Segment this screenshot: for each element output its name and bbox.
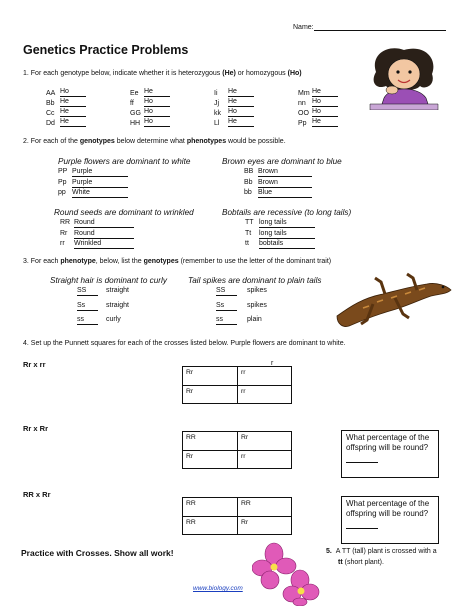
answer-line[interactable] (216, 287, 237, 296)
genotype-answer: ss (77, 316, 98, 325)
page-title: Genetics Practice Problems (23, 43, 189, 57)
q1-item (46, 108, 86, 117)
phenotype-answer: long tails (259, 219, 315, 228)
phenotype-answer: Purple (72, 179, 128, 188)
cross2-question-box[interactable] (341, 430, 439, 478)
phenotype-answer: Round (74, 219, 134, 228)
q1-item (214, 118, 254, 127)
q1-item (46, 118, 86, 127)
q1-item (130, 88, 170, 97)
bobtail-heading: Bobtails are recessive (to long tails) (222, 208, 352, 217)
cross3-question-box[interactable] (341, 496, 439, 544)
genotype-label: Bb (244, 178, 253, 186)
answer-blank[interactable]: Ho (228, 108, 254, 117)
q1-item (298, 108, 338, 117)
genotype-label: Ii (214, 90, 218, 97)
q5-text-cont: tt (short plant). (338, 559, 384, 566)
genotype-label: Pp (58, 178, 67, 186)
punnett-cell[interactable]: Rr (237, 516, 292, 535)
answer-line[interactable] (258, 168, 312, 177)
trait-label: spikes (247, 302, 267, 309)
trait-label: straight (106, 287, 129, 294)
answer-blank[interactable]: He (60, 118, 86, 127)
answer-blank[interactable]: Ho (312, 98, 338, 107)
footer-link[interactable]: www.biology.com (193, 585, 243, 592)
answer-blank[interactable]: He (228, 118, 254, 127)
genotype-label: OO (298, 110, 309, 117)
practice-heading: Practice with Crosses. Show all work! (21, 548, 174, 558)
answer-blank[interactable]: Ho (312, 108, 338, 117)
punnett-cell[interactable]: RR (182, 497, 238, 517)
genotype-label: Ee (130, 90, 139, 97)
q3-prompt: 3. For each phenotype, below, list the genotypes (remember to use the letter of the dominant trait) (23, 258, 332, 265)
genotype-label: kk (214, 110, 221, 117)
answer-blank[interactable]: Ho (144, 108, 170, 117)
phenotype-answer: Wrinkled (74, 240, 134, 249)
q1-item (214, 108, 254, 117)
genotype-label: Jj (214, 100, 220, 107)
answer-line[interactable] (77, 316, 98, 325)
q1-prompt: 1. For each genotype below, indicate whether it is heterozygous (He) or homozygous (Ho) (23, 70, 302, 77)
genotype-label: RR (60, 219, 71, 226)
trait-label: spikes (247, 287, 267, 294)
flower-illustration (252, 540, 322, 606)
trait-label: curly (106, 316, 121, 323)
genotype-label: PP (58, 168, 68, 175)
phenotype-answer: Round (74, 230, 134, 239)
answer-blank[interactable]: Ho (144, 118, 170, 127)
brown-heading: Brown eyes are dominant to blue (222, 157, 342, 166)
answer-line[interactable] (72, 168, 128, 177)
genotype-label: TT (245, 219, 254, 226)
q4-prompt: 4. Set up the Punnett squares for each of the crosses listed below. Purple flowers are dominant to white. (23, 340, 346, 347)
q1-item (130, 118, 170, 127)
q1-item (214, 88, 254, 97)
punnett-cell[interactable]: RR (237, 497, 292, 517)
answer-line[interactable] (259, 240, 315, 249)
answer-line[interactable] (72, 179, 128, 188)
q1-item (214, 98, 254, 107)
genotype-answer: SS (216, 287, 237, 296)
genotype-label: nn (298, 100, 306, 107)
answer-line[interactable] (216, 316, 237, 325)
punnett-cell[interactable]: rr (237, 450, 292, 469)
answer-line[interactable] (72, 189, 128, 198)
genotype-label: Mm (298, 90, 310, 97)
q1-item (130, 98, 170, 107)
genotype-label: bb (244, 189, 252, 196)
phenotype-answer: long tails (259, 230, 315, 239)
q2-prompt: 2. For each of the genotypes below determine what phenotypes would be possible. (23, 138, 286, 145)
answer-line[interactable] (216, 302, 237, 311)
phenotype-answer: Purple (72, 168, 128, 177)
cross2-question: What percentage of the offspring will be round? (346, 433, 430, 452)
answer-line[interactable] (74, 230, 134, 239)
answer-line[interactable] (74, 219, 134, 228)
q1-item (298, 88, 338, 97)
genotype-answer: Ss (216, 302, 237, 311)
q5-text: 5. A TT (tall) plant is crossed with a (326, 548, 437, 555)
phenotype-answer: Blue (258, 189, 312, 198)
answer-line[interactable] (77, 287, 98, 296)
answer-line[interactable] (258, 179, 312, 188)
answer-blank[interactable]: He (144, 88, 170, 97)
answer-line[interactable] (259, 230, 315, 239)
genotype-label: Ll (214, 120, 220, 127)
genotype-label: Rr (60, 229, 68, 237)
genotype-label: GG (130, 110, 141, 117)
phenotype-answer: White (72, 189, 128, 198)
genotype-label: HH (130, 120, 141, 127)
q1-item (46, 88, 86, 97)
punnett-cell[interactable]: Rr (182, 385, 238, 404)
answer-blank[interactable]: He (228, 98, 254, 107)
genotype-label: AA (46, 90, 56, 97)
genotype-label: BB (244, 168, 254, 175)
genotype-label: Dd (46, 120, 55, 127)
q1-item (298, 98, 338, 107)
q1-item (298, 118, 338, 127)
q1-item (130, 108, 170, 117)
answer-line[interactable] (74, 240, 134, 249)
q1-item (46, 98, 86, 107)
answer-blank[interactable]: Ho (60, 88, 86, 97)
genotype-label: ff (130, 100, 134, 107)
punnett-cell[interactable]: rr (237, 385, 292, 404)
name-blank[interactable] (314, 22, 446, 31)
phenotype-answer: Brown (258, 179, 312, 188)
punnett-cell[interactable]: RR (182, 516, 238, 535)
cross1-top-allele: r (271, 360, 274, 367)
round-heading: Round seeds are dominant to wrinkled (54, 208, 194, 217)
answer-blank[interactable]: He (60, 108, 86, 117)
answer-line[interactable] (259, 219, 315, 228)
phenotype-answer: Brown (258, 168, 312, 177)
cross2-answer-blank[interactable] (346, 455, 378, 463)
spikes-heading: Tail spikes are dominant to plain tails (188, 276, 322, 285)
punnett-cell[interactable]: rr (237, 366, 292, 386)
cross3-label: RR x Rr (23, 490, 51, 499)
answer-blank[interactable]: He (228, 88, 254, 97)
answer-blank[interactable]: He (312, 118, 338, 127)
girl-illustration (366, 46, 442, 110)
name-label: Name: (293, 24, 314, 31)
genotype-answer: SS (77, 287, 98, 296)
purple-heading: Purple flowers are dominant to white (58, 157, 191, 166)
lizard-illustration (333, 268, 455, 334)
punnett-cell[interactable]: Rr (237, 431, 292, 451)
answer-line[interactable] (77, 302, 98, 311)
cross1-label: Rr x rr (23, 360, 46, 369)
cross3-question: What percentage of the offspring will be round? (346, 499, 430, 518)
cross2-label: Rr x Rr (23, 424, 49, 433)
trait-label: plain (247, 316, 262, 323)
punnett-cell[interactable]: Rr (182, 366, 238, 386)
genotype-label: Pp (298, 120, 307, 127)
genotype-answer: Ss (77, 302, 98, 311)
genotype-label: Bb (46, 100, 55, 107)
trait-label: straight (106, 302, 129, 309)
answer-blank[interactable]: He (60, 98, 86, 107)
name-field[interactable] (293, 22, 446, 31)
genotype-label: tt (245, 240, 249, 247)
punnett-cell[interactable]: RR (182, 431, 238, 451)
cross3-answer-blank[interactable] (346, 521, 378, 529)
answer-blank[interactable]: Ho (144, 98, 170, 107)
genotype-label: rr (60, 240, 65, 247)
hair-heading: Straight hair is dominant to curly (50, 276, 167, 285)
answer-line[interactable] (258, 189, 312, 198)
genotype-label: pp (58, 189, 66, 196)
genotype-answer: ss (216, 316, 237, 325)
genotype-label: Tt (245, 229, 252, 237)
answer-blank[interactable]: He (312, 88, 338, 97)
genotype-label: Cc (46, 110, 55, 117)
phenotype-answer: bobtails (259, 240, 315, 249)
punnett-cell[interactable]: Rr (182, 450, 238, 469)
